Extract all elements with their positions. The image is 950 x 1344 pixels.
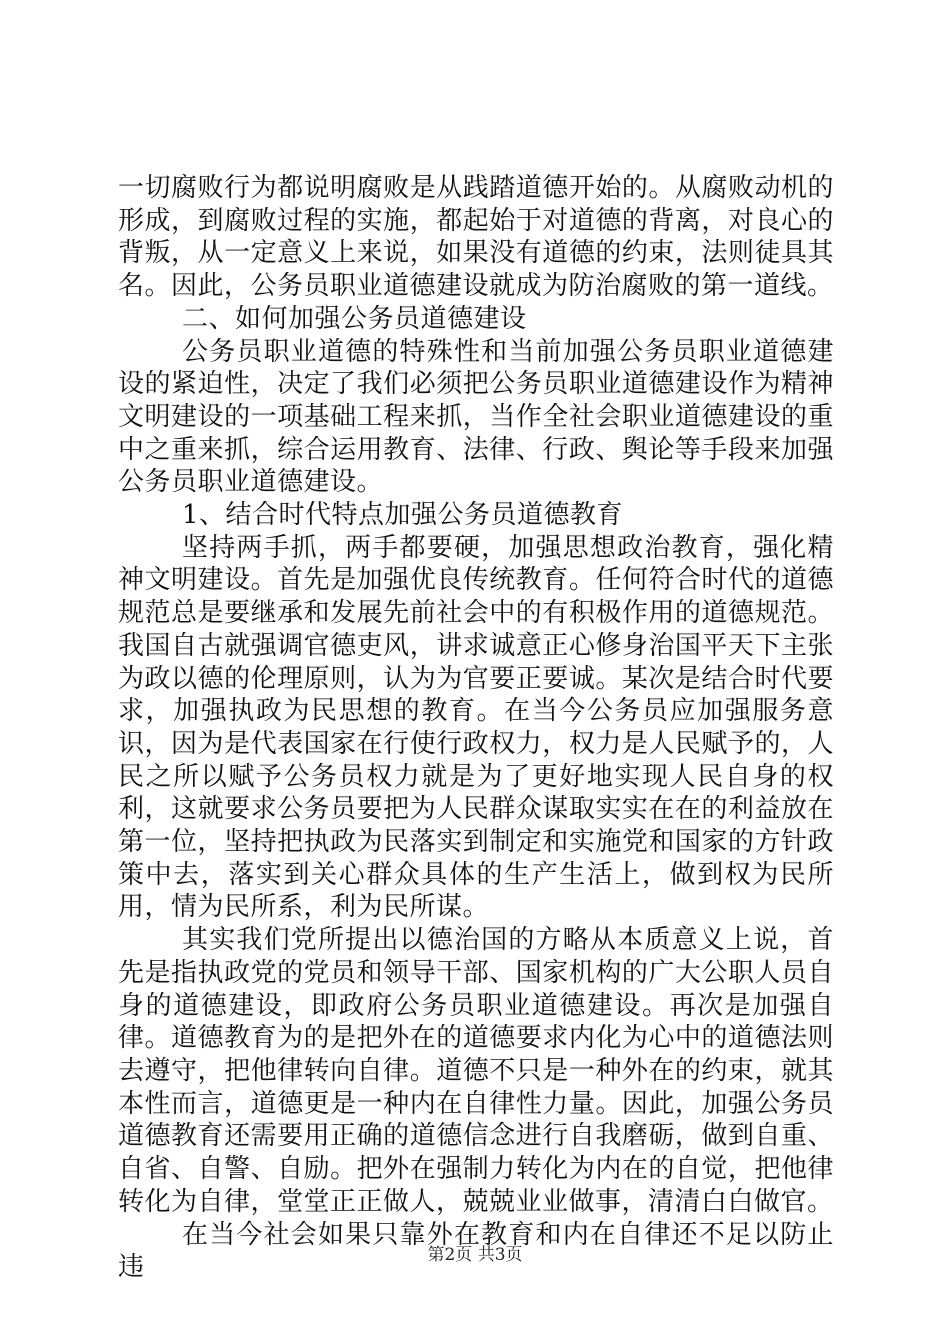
subsection-heading: 1、结合时代特点加强公务员道德教育 [182, 500, 624, 531]
paragraph: 坚持两手抓，两手都要硬，加强思想政治教育，强化精神文明建设。首先是加强优良传统教育。任何符合时代的道德规范总是要继承和发展先前社会中的有积极作用的道德规范。我国自古就强调官德吏风，讲求诚意正心修身治国平天下主张为政以德的伦理原则，认为为官要正要诚。某次是结合时代要求，加强执政为民思想的教育。在当今公务员应加强服务意识，因为是代表国家在行使行政权力，权力是人民赋予的，人民之所以赋予公务员权力就是为了更好地实现人民自身的权利，这就要求公务员要把为人民群众谋取实实在在的利益放在第一位，坚持把执政为民落实到制定和实施党和国家的方针政策中去，落实到关心群众具体的生产生活上，做到权为民所用，情为民所系，利为民所谋。 [118, 532, 834, 923]
page-number-footer: 第2页 共3页 [427, 1245, 523, 1265]
paragraph: 其实我们党所提出以德治国的方略从本质意义上说，首先是指执政党的党员和领导干部、国家机构的广大公职人员自身的道德建设，即政府公务员职业道德建设。再次是加强自律。道德教育为的是把外在的道德要求内化为心中的道德法则去遵守，把他律转向自律。道德不只是一种外在的约束，就其本性而言，道德更是一种内在自律性力量。因此，加强公务员道德教育还需要用正确的道德信念进行自我磨砺，做到自重、自省、自警、自励。把外在强制力转化为内在的自觉，把他律转化为自律，堂堂正正做人，兢兢业业做事，清清白白做官。 [118, 925, 834, 1217]
paragraph-continuation: 一切腐败行为都说明腐败是从践踏道德开始的。从腐败动机的形成，到腐败过程的实施，都起始于对道德的背离，对良心的背叛，从一定意义上来说，如果没有道德的约束，法则徒具其名。因此，公务员职业道德建设就成为防治腐败的第一道线。 [118, 173, 834, 302]
paragraph: 公务员职业道德的特殊性和当前加强公务员职业道德建设的紧迫性，决定了我们必须把公务员职业道德建设作为精神文明建设的一项基础工程来抓，当作全社会职业道德建设的重中之重来抓，综合运用教育、法律、行政、舆论等手段来加强公务员职业道德建设。 [118, 336, 834, 498]
paragraph: 在当今社会如果只靠外在教育和内在自律还不足以防止违 [118, 1219, 834, 1283]
document-body [118, 172, 834, 1284]
section-heading: 二、如何加强公务员道德建设 [182, 303, 527, 334]
